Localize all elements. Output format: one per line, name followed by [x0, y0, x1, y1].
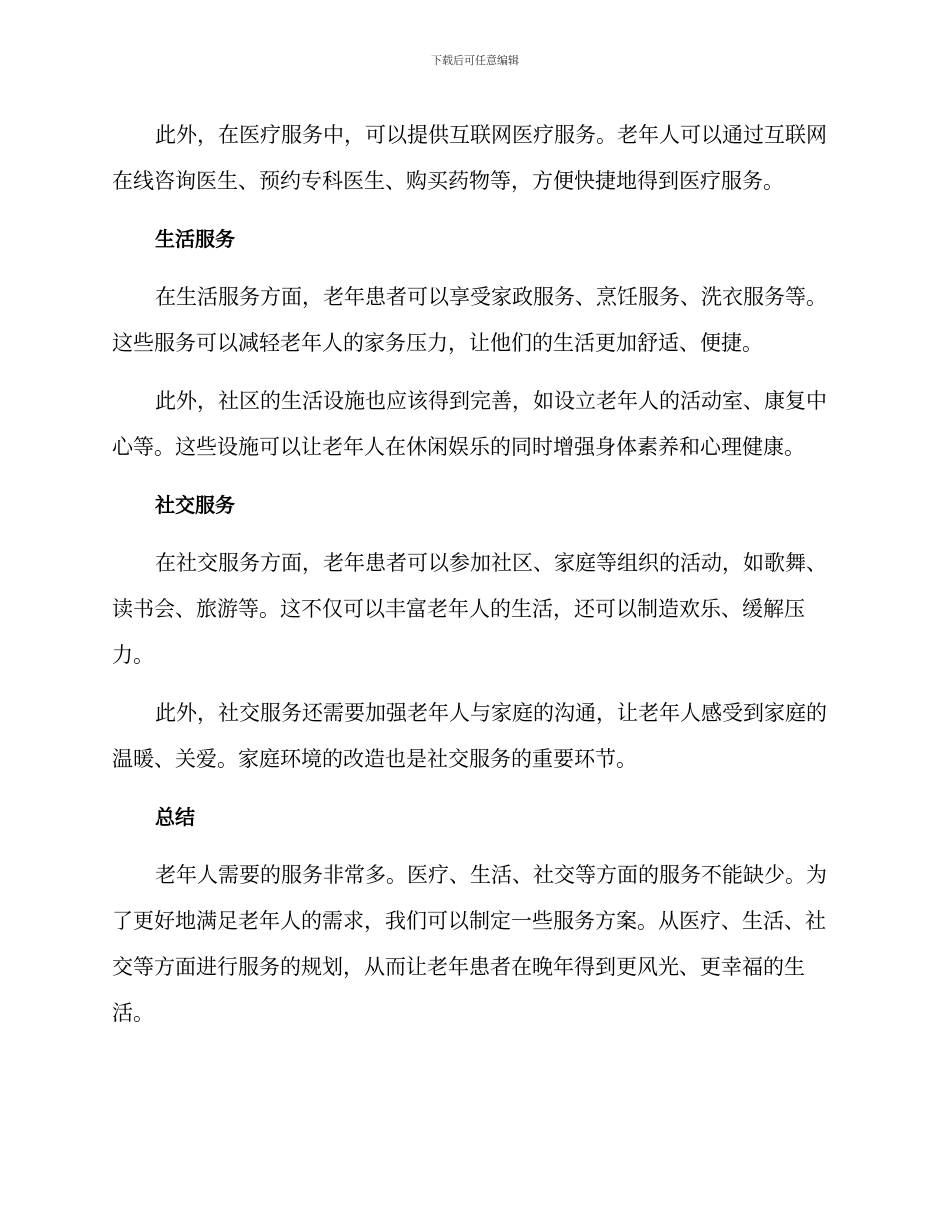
document-body — [112, 112, 834, 1036]
life-paragraph-2: 此外，社区的生活设施也应该得到完善，如设立老年人的活动室、康复中心等。这些设施可以让老年人在休闲娱乐的同时增强身体素养和心理健康。 — [112, 389, 827, 459]
social-paragraph-2: 此外，社交服务还需要加强老年人与家庭的沟通，让老年人感受到家庭的温暖、关爱。家庭环境的改造也是社交服务的重要环节。 — [112, 701, 827, 771]
life-services-heading: 生活服务 — [155, 227, 235, 251]
summary-heading: 总结 — [155, 805, 195, 829]
social-services-heading: 社交服务 — [155, 493, 235, 517]
summary-paragraph: 老年人需要的服务非常多。医疗、生活、社交等方面的服务不能缺少。为了更好地满足老年人的需求，我们可以制定一些服务方案。从医疗、生活、社交等方面进行服务的规划，从而让老年患者在晚年得到更风光、更幸福的生活。 — [112, 863, 827, 1025]
page-header: 下载后可任意编辑 — [431, 54, 519, 67]
medical-paragraph-2: 此外，在医疗服务中，可以提供互联网医疗服务。老年人可以通过互联网在线咨询医生、预约专科医生、购买药物等，方便快捷地得到医疗服务。 — [112, 123, 827, 193]
social-paragraph-1: 在社交服务方面，老年患者可以参加社区、家庭等组织的活动，如歌舞、读书会、旅游等。这不仅可以丰富老年人的生活，还可以制造欢乐、缓解压力。 — [112, 551, 827, 667]
life-paragraph-1: 在生活服务方面，老年患者可以享受家政服务、烹饪服务、洗衣服务等。这些服务可以减轻老年人的家务压力，让他们的生活更加舒适、便捷。 — [112, 285, 827, 355]
